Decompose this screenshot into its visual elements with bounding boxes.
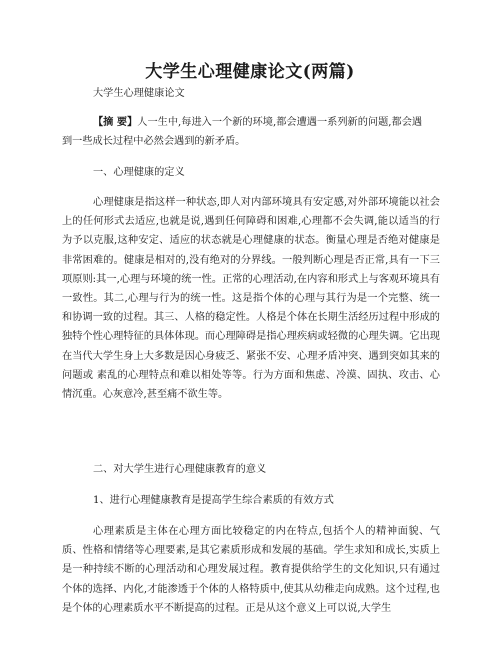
document-title: 大学生心理健康论文(两篇) <box>145 62 355 82</box>
section1-heading: 一、心理健康的定义 <box>93 167 185 178</box>
section1-paragraph <box>62 193 440 404</box>
section1-paragraph-text: 心理健康是指这样一种状态,即人对内部环境具有安定感,对外部环境能以社会上的任何形式去适应,也就是说,遇到任何障碍和困难,心理都不会失调,能以适当的行为予以克服,这种安定、适应的状态就是心理健康的状态。衡量心理是否绝对健康是非常困难的。健康是相对的,没有绝对的分界线。一般判断心理是否正常,具有一下三项原则:其一,心理与环境的统一性。正常的心理活动,在内容和形式上与客观环境具有一致性。其二,心理与行为的统一性。这是指个体的心理与其行为是一个完整、统一和协调一致的过程。其三、人格的稳定性。人格是个体在长期生活经历过程中形成的独特个性心理特征的具体体现。而心理障碍是指心理疾病或轻微的心理失调。它出现在当代大学生身上大多数是因心身疲乏、紧张不安、心理矛盾冲突、遇到突如其来的问题或 素乱的心理特点和难以相处等等。行为方面和焦虑、冷漠、固执、攻击、心情沉重。心灰意冷,甚至痛不欲生等。 <box>62 197 440 401</box>
abstract-first-line <box>93 113 443 132</box>
section2-heading: 二、对大学生进行心理健康教育的意义 <box>93 464 267 475</box>
section2-paragraph-text: 心理素质是主体在心理方面比较稳定的内在特点,包括个人的精神面貌、气质、性格和情绪等心理要素,是其它素质形成和发展的基础。学生求知和成长,实质上是一种持续不断的心理活动和心理发展过程。教育提供给学生的文化知识,只有通过个体的选择、内化,才能渗透于个体的人格特质中,使其从幼稚走向成熟。这个过程,也是个体的心理素质水平不断提高的过程。正是从这个意义上可以说,大学生 <box>62 526 440 614</box>
section2-paragraph <box>62 522 440 618</box>
abstract-label: 【摘 要】 <box>93 116 138 128</box>
document-subtitle: 大学生心理健康论文 <box>93 88 185 99</box>
abstract-second-line: 到一些成长过程中必然会遇到的新矛盾。 <box>62 136 246 147</box>
abstract-text-1: 人一生中,每进入一个新的环境,都会遭遇一系列新的问题,都会遇 <box>137 117 423 128</box>
section2-subheading: 1、进行心理健康教育是提高学生综合素质的有效方式 <box>93 495 334 506</box>
